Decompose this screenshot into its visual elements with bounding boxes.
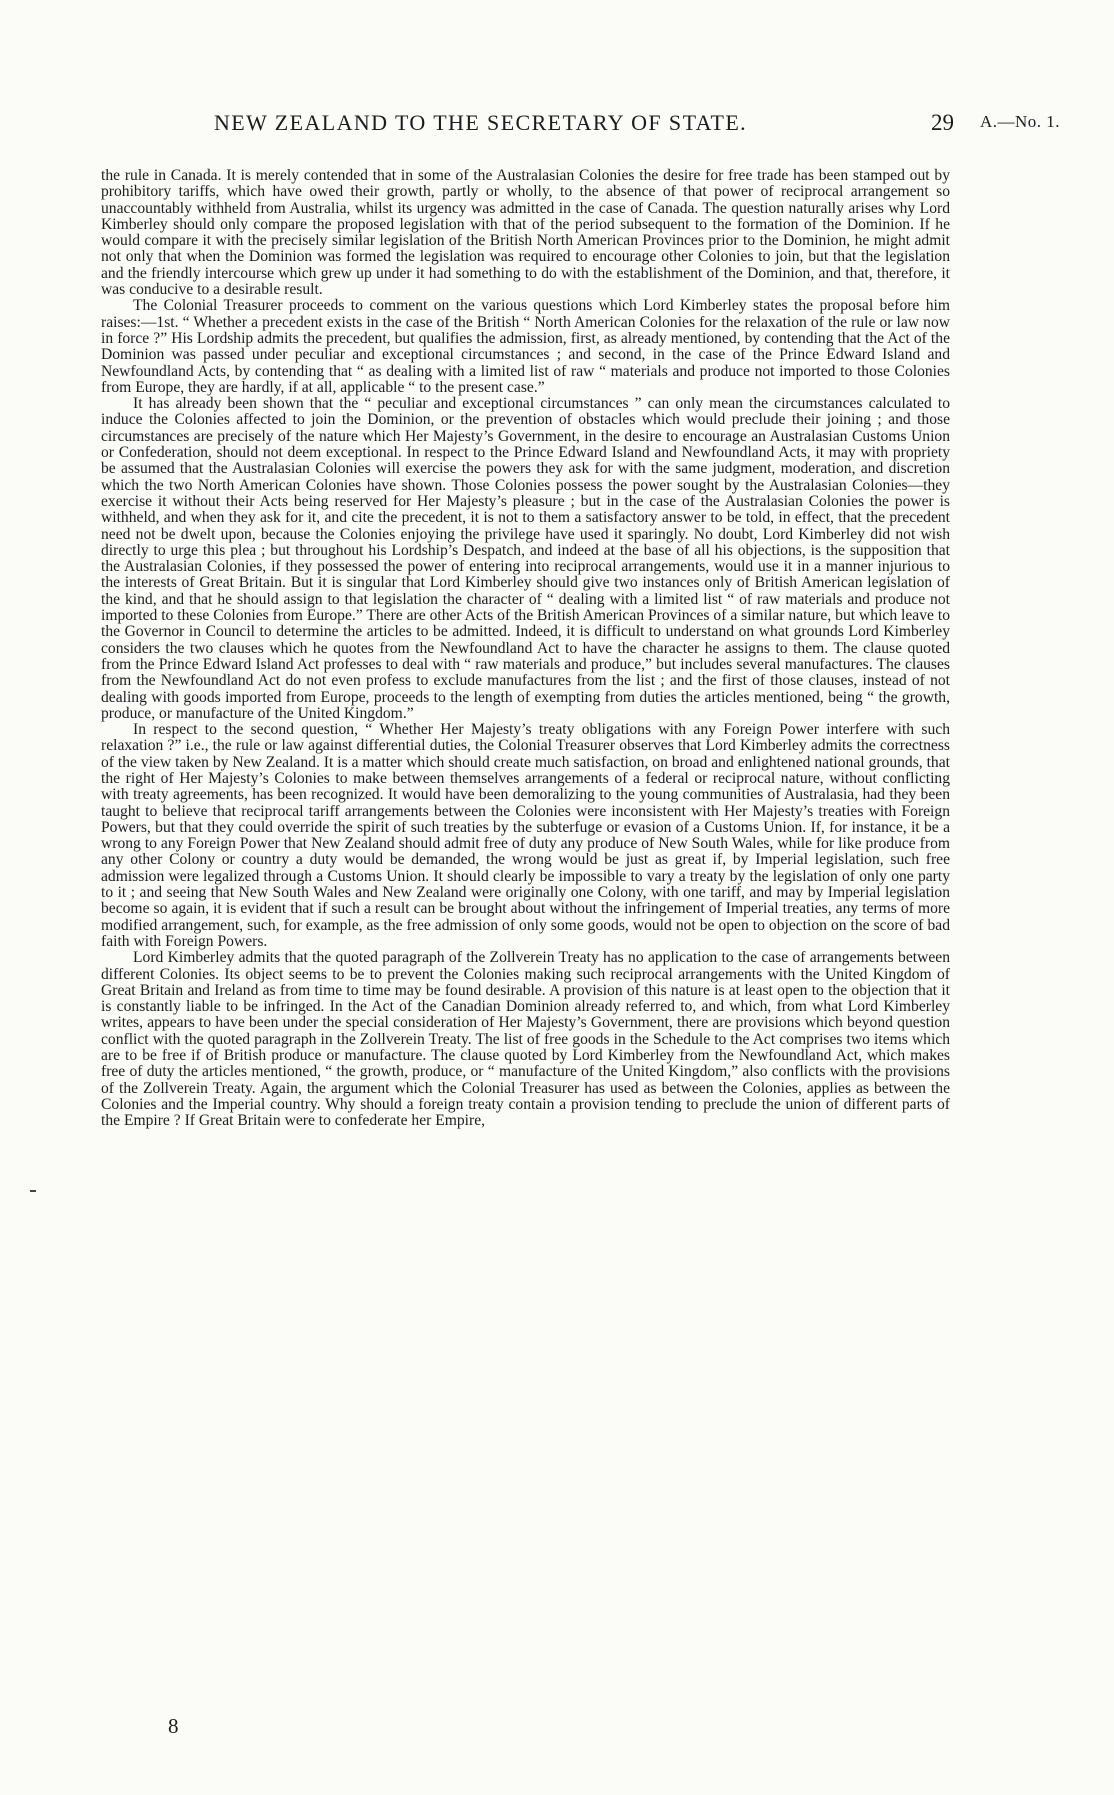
paper-reference: A.—No. 1.: [980, 112, 1061, 131]
paragraph: Lord Kimberley admits that the quoted paragraph of the Zollverein Treaty has no application to the case of arrangements between different Colonies. Its object seems to be to prevent the Colonies making such reciprocal arrangements with the United Kingdom of Great Britain and Ireland as from time to time may be found desirable. A provision of this nature is at least open to the objection that it is constantly liable to be infringed. In the Act of the Canadian Dominion already referred to, and which, from what Lord Kimberley writes, appears to have been under the special consideration of Her Majesty’s Government, there are provisions which beyond question conflict with the quoted paragraph in the Zollverein Treaty. The list of free goods in the Schedule to the Act comprises two items which are to be free if of British produce or manufacture. The clause quoted by Lord Kimberley from the Newfoundland Act, which makes free of duty the articles mentioned, “ the growth, produce, or “ manufacture of the United Kingdom,” also conflicts with the provisions of the Zollverein Treaty. Again, the argument which the Colonial Treasurer has used as between the Colonies, applies as between the Colonies and the Imperial country. Why should a foreign treaty contain a provision tending to preclude the union of different parts of the Empire ? If Great Britain were to confederate her Empire,: [101, 949, 950, 1130]
margin-mark: [30, 1190, 36, 1192]
signature-mark: 8: [168, 1714, 179, 1738]
paragraph: the rule in Canada. It is merely contended that in some of the Australasian Colonies the desire for free trade has been stamped out by prohibitory tariffs, which have owed their growth, partly or wholly, to the absence of that power of reciprocal arrangement so unaccountably withheld from Australia, whilst its urgency was admitted in the case of Canada. The question naturally arises why Lord Kimberley should only compare the proposed legislation with that of the period subsequent to the formation of the Dominion. If he would compare it with the precisely similar legislation of the British North American Provinces prior to the Dominion, he might admit not only that when the Dominion was formed the legislation was required to encourage other Colonies to join, but that the legislation and the friendly intercourse which grew up under it had something to do with the establishment of the Dominion, and that, therefore, it was conducive to a desirable result.: [101, 167, 950, 299]
paragraph: In respect to the second question, “ Whether Her Majesty’s treaty obligations with any Foreign Power interfere with such relaxation ?” i.e., the rule or law against differential duties, the Colonial Treasurer observes that Lord Kimberley admits the correctness of the view taken by New Zealand. It is a matter which should create much satisfaction, on broad and enlightened national grounds, that the right of Her Majesty’s Colonies to make between themselves arrangements of a federal or reciprocal nature, without conflicting with treaty agreements, has been recognized. It would have been demoralizing to the young communities of Australasia, had they been taught to believe that reciprocal tariff arrangements between the Colonies were inconsistent with Her Majesty’s treaties with Foreign Powers, but that they could override the spirit of such treaties by the subterfuge or evasion of a Customs Union. If, for instance, it be a wrong to any Foreign Power that New Zealand should admit free of duty any produce of New South Wales, while for like produce from any other Colony or country a duty would be demanded, the wrong would be just as great if, by Imperial legislation, such free admission were legalized through a Customs Union. It should clearly be impossible to vary a treaty by the legislation of only one party to it ; and seeing that New South Wales and New Zealand were originally one Colony, with one tariff, and may by Imperial legislation become so again, it is evident that if such a result can be brought about without the infringement of Imperial treaties, any terms of more modified arrangement, such, for example, as the free admission of only some goods, would not be open to objection on the score of bad faith with Foreign Powers.: [101, 721, 950, 950]
running-title: NEW ZEALAND TO THE SECRETARY OF STATE.: [214, 110, 748, 135]
paragraph: It has already been shown that the “ peculiar and exceptional circumstances ” can only mean the circumstances calculated to induce the Colonies affected to join the Dominion, or the prevention of obstacles which would preclude their joining ; and those circumstances are precisely of the nature which Her Majesty’s Government, in the desire to encourage an Australasian Customs Union or Confederation, should not deem exceptional. In respect to the Prince Edward Island and Newfoundland Acts, it may with propriety be assumed that the Australasian Colonies will exercise the powers they ask for with the same judgment, moderation, and discretion which the two North American Colonies have shown. Those Colonies possess the power sought by the Australasian Colonies—they exercise it without their Acts being reserved for Her Majesty’s pleasure ; but in the case of the Australasian Colonies the power is withheld, and when they ask for it, and cite the precedent, it is not to them a satisfactory answer to be told, in effect, that the precedent need not be dwelt upon, because the Colonies enjoying the privilege have used it sparingly. No doubt, Lord Kimberley did not wish directly to urge this plea ; but throughout his Lordship’s Despatch, and indeed at the base of all his objections, is the supposition that the Australasian Colonies, if they possessed the power of entering into reciprocal arrangements, would use it in a manner injurious to the interests of Great Britain. But it is singular that Lord Kimberley should give two instances only of British American legislation of the kind, and that he should assign to that legislation the character of “ dealing with a limited list “ of raw materials and produce not imported to these Colonies from Europe.” There are other Acts of the British American Provinces of a similar nature, but which leave to the Governor in Council to determine the articles to be admitted. Indeed, it is difficult to understand on what grounds Lord Kimberley considers the two clauses which he quotes from the Newfoundland Act to have the character he assigns to them. The clause quoted from the Prince Edward Island Act professes to deal with “ raw materials and produce,” but includes several manufactures. The clauses from the Newfoundland Act do not even profess to exclude manufactures from the list ; and the first of those clauses, instead of not dealing with goods imported from Europe, proceeds to the length of exempting from duties the articles mentioned, being “ the growth, produce, or manufacture of the United Kingdom.”: [101, 395, 950, 722]
page-header: [0, 110, 1114, 140]
page-number: 29: [931, 110, 954, 135]
paragraph: The Colonial Treasurer proceeds to comment on the various questions which Lord Kimberley states the proposal before him raises:—1st. “ Whether a precedent exists in the case of the British “ North American Colonies for the relaxation of the rule or law now in force ?” His Lordship admits the precedent, but qualifies the admission, first, as already mentioned, by contending that the Act of the Dominion was passed under peculiar and exceptional circumstances ; and second, in the case of the Prince Edward Island and Newfoundland Acts, by contending that “ as dealing with a limited list of raw “ materials and produce not imported to those Colonies from Europe, they are hardly, if at all, applicable “ to the present case.”: [101, 297, 950, 396]
body-text: [101, 168, 950, 1130]
